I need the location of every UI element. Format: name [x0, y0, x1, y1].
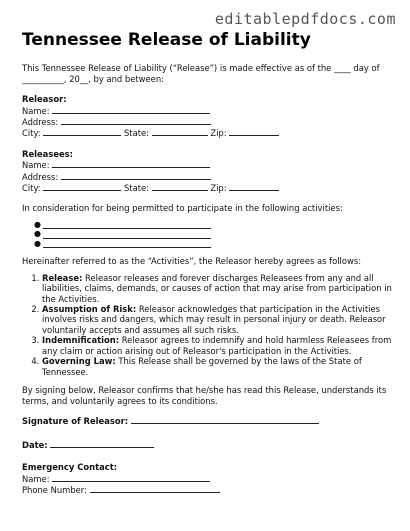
activity-line[interactable]	[43, 239, 211, 248]
emergency-heading: Emergency Contact:	[22, 462, 118, 473]
date-line[interactable]	[50, 439, 154, 448]
releasees-address-field[interactable]	[22, 171, 392, 182]
emergency-name-field[interactable]	[22, 473, 392, 484]
signature-line[interactable]	[131, 415, 319, 424]
emergency-name-label: Name:	[22, 473, 50, 484]
releasees-zip-line[interactable]	[229, 182, 279, 191]
activity-line[interactable]	[43, 220, 211, 229]
releasees-name-line[interactable]	[52, 159, 210, 168]
term-label: Assumption of Risk:	[42, 304, 137, 315]
releasees-state-label: State:	[123, 182, 149, 193]
term-text: This Release shall be governed by the laws of the State of Tennessee.	[42, 356, 362, 377]
releasor-address-label: Address:	[22, 117, 59, 128]
term-label: Indemnification:	[42, 335, 120, 346]
releasees-section	[22, 149, 392, 193]
intro-paragraph: This Tennessee Release of Liability (“Release”) is made effective as of the ____ day of __________, 20__, by and between:	[22, 63, 380, 84]
bullet-icon: ●	[34, 219, 41, 229]
term-text: Releasor releases and forever discharges Releasees from any and all liabilities, claims, demands, or causes of action that may arise from participation in the Activities.	[42, 272, 392, 304]
document-page	[22, 30, 392, 495]
consideration-paragraph: In consideration for being permitted to participate in the following activities:	[22, 203, 343, 214]
emergency-name-line[interactable]	[52, 473, 210, 482]
releasees-name-label: Name:	[22, 160, 50, 171]
releasor-name-field[interactable]	[22, 105, 392, 116]
releasor-city-row	[22, 127, 392, 138]
document-title: Tennessee Release of Liability	[22, 30, 311, 50]
term-text: Releasor agrees to indemnify and hold harmless Releasees from any claim or action arising out of Releasor's participation in the Activities.	[42, 335, 392, 356]
activity-line[interactable]	[43, 230, 211, 239]
releasor-state-line[interactable]	[152, 127, 208, 136]
releasees-heading: Releasees:	[22, 148, 74, 159]
term-text: Releasor acknowledges that participation in the Activities involves risks and dangers, which may result in personal injury or death. Releasor voluntarily accepts and assumes all such risks.	[42, 304, 386, 335]
releasor-city-line[interactable]	[43, 127, 121, 136]
activity-item[interactable]	[34, 220, 392, 230]
term-item	[42, 273, 392, 304]
activity-item[interactable]	[34, 239, 392, 249]
term-item	[42, 304, 392, 335]
activities-list	[22, 220, 392, 249]
releasor-city-label: City:	[22, 128, 41, 139]
closing-paragraph: By signing below, Releasor confirms that he/she has read this Release, understands its terms, and voluntarily agrees to its conditions.	[22, 384, 387, 406]
releasees-zip-label: Zip:	[210, 182, 227, 193]
releasor-name-label: Name:	[22, 105, 50, 116]
releasor-heading: Releasor:	[22, 94, 67, 105]
site-watermark: editablepdfdocs.com	[214, 10, 396, 28]
bullet-icon: ●	[34, 238, 41, 248]
releasor-address-line[interactable]	[61, 116, 211, 125]
hereinafter-paragraph: Hereinafter referred to as the “Activities”, the Releasor hereby agrees as follows:	[22, 256, 362, 267]
date-label: Date:	[22, 439, 48, 450]
releasor-section	[22, 94, 392, 138]
signature-field[interactable]	[22, 415, 392, 427]
activity-item[interactable]	[34, 229, 392, 239]
releasees-address-line[interactable]	[61, 171, 211, 180]
term-label: Release:	[42, 272, 83, 283]
bullet-icon: ●	[34, 229, 41, 239]
emergency-phone-label: Phone Number:	[22, 485, 87, 496]
releasees-city-line[interactable]	[43, 182, 121, 191]
date-field[interactable]	[22, 439, 392, 451]
releasor-address-field[interactable]	[22, 116, 392, 127]
emergency-phone-line[interactable]	[90, 484, 220, 493]
signature-label: Signature of Releasor:	[22, 416, 129, 427]
emergency-section	[22, 462, 392, 495]
term-label: Governing Law:	[42, 356, 116, 367]
releasor-zip-label: Zip:	[210, 128, 227, 139]
term-item	[42, 335, 392, 356]
releasees-city-label: City:	[22, 182, 41, 193]
releasor-state-label: State:	[123, 128, 149, 139]
emergency-phone-field[interactable]	[22, 484, 392, 495]
releasees-name-field[interactable]	[22, 159, 392, 170]
releasor-zip-line[interactable]	[229, 127, 279, 136]
releasees-address-label: Address:	[22, 171, 59, 182]
term-item	[42, 356, 392, 377]
terms-list	[22, 273, 392, 377]
releasees-state-line[interactable]	[152, 182, 208, 191]
releasees-city-row	[22, 182, 392, 193]
releasor-name-line[interactable]	[52, 105, 210, 114]
